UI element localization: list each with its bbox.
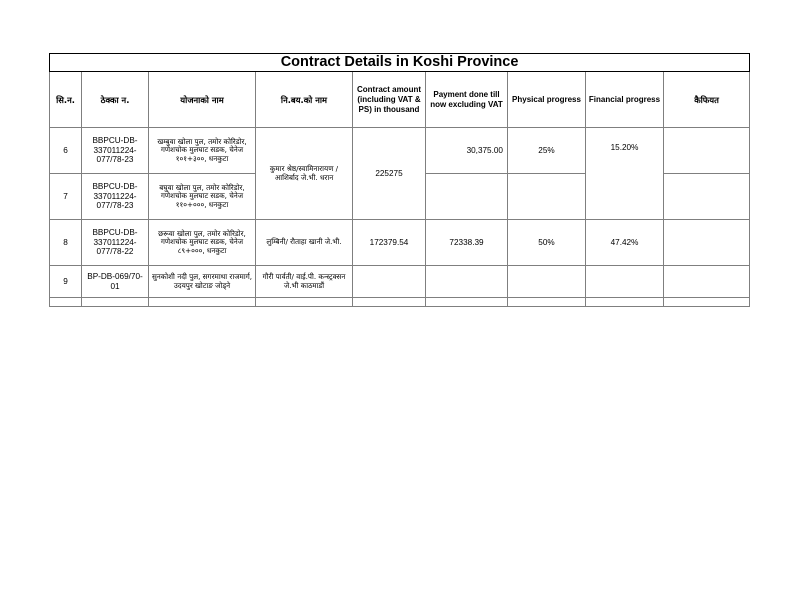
- cell-physical-progress: 25%: [508, 128, 586, 174]
- cell-contract-no: BBPCU-DB-337011224-077/78-22: [82, 220, 149, 266]
- cell-payment-done: 72338.39: [426, 220, 508, 266]
- cell-project-name: खम्बुवा खोला पुल, तमोर कोरिडोर, गणेशचोक मुलघाट सडक, चेनेज १०१+३००, धनकुटा: [149, 128, 256, 174]
- cell-remarks: [664, 220, 750, 266]
- cell-empty: [50, 298, 82, 307]
- table-row: [50, 220, 750, 266]
- cell-empty: [586, 298, 664, 307]
- cell-sn: 8: [50, 220, 82, 266]
- header-financial-progress: Financial progress: [586, 72, 664, 128]
- header-contractor: नि.बय.को नाम: [256, 72, 353, 128]
- cell-remarks: [664, 266, 750, 298]
- cell-contractor: गौरी पार्वती/ वाई.पी. कन्स्ट्रक्सन जे.भी काठमाडौं: [256, 266, 353, 298]
- cell-payment-done: 30,375.00: [426, 128, 508, 174]
- cell-remarks: [664, 174, 750, 220]
- cell-sn: 9: [50, 266, 82, 298]
- cell-project-name: छरूवा खोला पुल, तमोर कोरिडोर, गणेशचोक मुलघाट सडक, चेनेज ८९+०००, धनकुटा: [149, 220, 256, 266]
- cell-contractor: कुमार श्रेष्ठ/स्वामिनारायण /आशिर्बाद जे.भी. धरान: [256, 128, 353, 220]
- cell-sn: 6: [50, 128, 82, 174]
- cell-financial-progress: 47.42%: [586, 220, 664, 266]
- table-row: [50, 298, 750, 307]
- cell-project-name: बघुवा खोला पुल, तमोर कोरिडोर, गणेशचोक मुलघाट सडक, चेनेज ११०+०००, धनकुटा: [149, 174, 256, 220]
- contract-table: [49, 53, 750, 307]
- cell-contract-no: BBPCU-DB-337011224-077/78-23: [82, 128, 149, 174]
- cell-payment-done: [426, 174, 508, 220]
- cell-empty: [149, 298, 256, 307]
- cell-empty: [256, 298, 353, 307]
- cell-physical-progress: [508, 266, 586, 298]
- header-payment-done: Payment done till now excluding VAT: [426, 72, 508, 128]
- header-contract-amount: Contract amount (including VAT & PS) in thousand: [353, 72, 426, 128]
- table-row: [50, 266, 750, 298]
- table-row: [50, 128, 750, 174]
- cell-empty: [508, 298, 586, 307]
- cell-financial-progress: [586, 266, 664, 298]
- cell-financial-progress: 15.20%: [586, 128, 664, 220]
- cell-empty: [353, 298, 426, 307]
- table-title: Contract Details in Koshi Province: [50, 54, 750, 72]
- header-sn: सि.न.: [50, 72, 82, 128]
- header-contract-no: ठेक्का न.: [82, 72, 149, 128]
- cell-contract-amount: 225275: [353, 128, 426, 220]
- cell-payment-done: [426, 266, 508, 298]
- header-project-name: योजनाको नाम: [149, 72, 256, 128]
- cell-contract-no: BBPCU-DB-337011224-077/78-23: [82, 174, 149, 220]
- header-remarks: कैफियत: [664, 72, 750, 128]
- cell-contract-amount: 172379.54: [353, 220, 426, 266]
- cell-empty: [664, 298, 750, 307]
- cell-physical-progress: [508, 174, 586, 220]
- cell-physical-progress: 50%: [508, 220, 586, 266]
- header-row: [50, 72, 750, 128]
- cell-empty: [82, 298, 149, 307]
- cell-contract-no: BP-DB-069/70-01: [82, 266, 149, 298]
- cell-empty: [426, 298, 508, 307]
- cell-contractor: लुम्बिनी/ रौताहा खानी जे.भी.: [256, 220, 353, 266]
- cell-remarks: [664, 128, 750, 174]
- contract-details-sheet: [49, 53, 749, 307]
- cell-contract-amount: [353, 266, 426, 298]
- header-physical-progress: Physical progress: [508, 72, 586, 128]
- cell-sn: 7: [50, 174, 82, 220]
- cell-project-name: सुनकोशी नदी पुल, सगरमाथा राजमार्ग, उदयपुर खोटाङ जोड्ने: [149, 266, 256, 298]
